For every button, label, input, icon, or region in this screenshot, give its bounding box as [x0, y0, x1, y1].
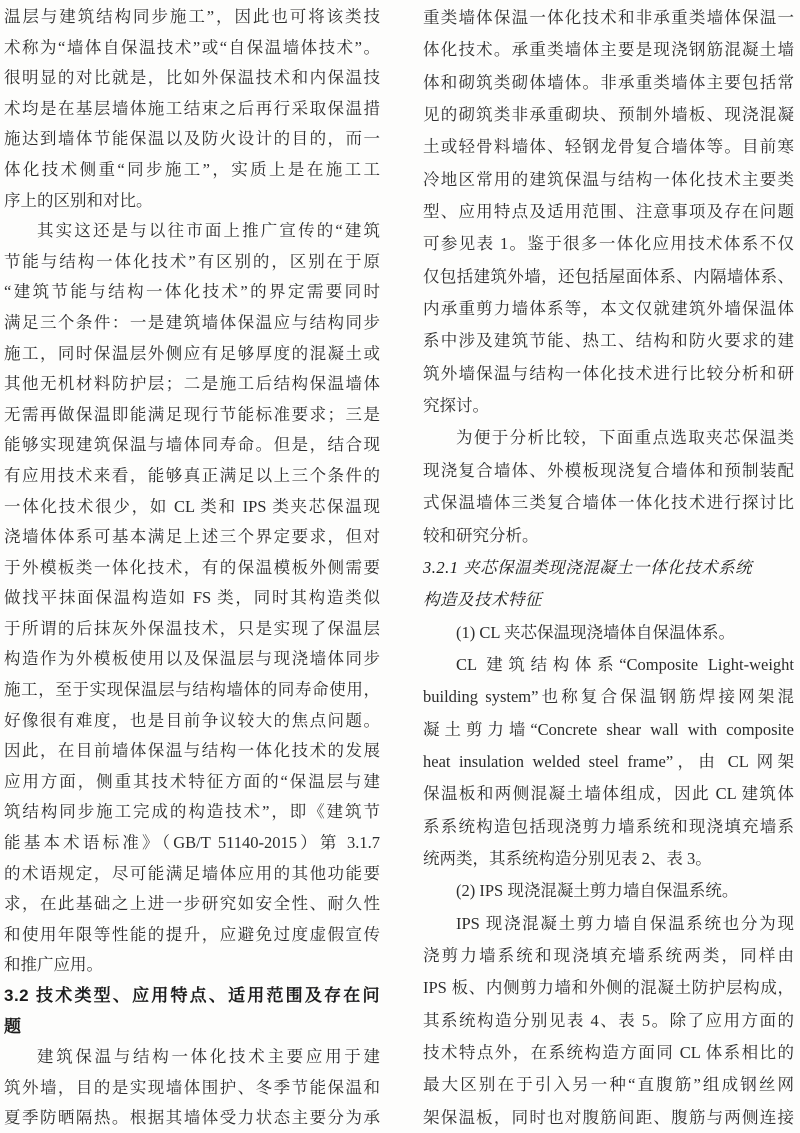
left-text-line-12: 施工，同时保温层外侧应有足够厚度的混凝土或 [4, 343, 380, 363]
column-right [423, 2, 794, 1133]
right-text-line-11: 系中涉及建筑节能、热工、结构和防火要求的建 [423, 331, 794, 351]
left-text-line-10: “建筑节能与结构一体化技术”的界定需要同时 [4, 282, 380, 302]
left-text-line-22: 构造作为外模板使用以及保温层与现浇墙体同步 [4, 649, 380, 669]
left-text-line-20: 做找平抹面保温构造如 FS 类，同时其构造类似 [4, 588, 380, 608]
left-text-line-2: 术称为“墙体自保温技术”或“自保温墙体技术”。 [4, 37, 380, 57]
right-text-line-35: 架保温板，同时也对腹筋间距、腹筋与两侧连接 [423, 1107, 794, 1127]
left-text-line-13: 其他无机材料防护层；二是施工后结构保温墙体 [4, 374, 380, 394]
right-text-line-16: 式保温墙体三类复合墙体一体化技术进行探讨比 [423, 493, 794, 513]
left-text-line-25: 因此，在目前墙体保温与结构一体化技术的发展 [4, 741, 380, 761]
right-text-line-5: 土或轻骨料墙体、轻钢龙骨复合墙体等。目前寒 [423, 137, 794, 157]
left-text-line-33-heading: 3.2 技术类型、应用特点、适用范围及存在问 [4, 986, 380, 1005]
right-text-line-13: 究探讨。 [423, 396, 489, 416]
right-text-line-15: 现浇复合墙体、外模板现浇复合墙体和预制装配 [423, 460, 794, 480]
right-text-line-4: 见的砌筑类非承重砌块、预制外墙板、现浇混凝 [423, 105, 794, 125]
left-text-line-3: 很明显的对比就是，比如外保温技术和内保温技 [4, 68, 380, 88]
left-text-line-36: 筑外墙，目的是实现墙体围护、冬季节能保温和 [4, 1077, 380, 1097]
right-text-line-12: 筑外墙保温与结构一体化技术进行比较分析和研 [423, 363, 794, 383]
left-text-line-1: 温层与建筑结构同步施工”，因此也可将该类技 [4, 7, 380, 26]
right-text-line-33: 技术特点外，在系统构造方面同 CL 体系相比的 [423, 1043, 794, 1062]
left-text-line-5: 施达到墙体节能保温以及防火设计的目的，而一 [4, 129, 380, 149]
right-text-line-17: 较和研究分析。 [423, 525, 539, 545]
right-text-line-23: 凝土剪力墙“Concrete shear wall with composite [423, 719, 794, 739]
left-text-line-31: 和使用年限等性能的提升，应避免过度虚假宣传 [4, 924, 380, 944]
right-text-line-8: 可参见表 1。鉴于很多一体化应用技术体系不仅 [423, 234, 794, 254]
right-text-line-34: 最大区别在于引入另一种“直腹筋”组成钢丝网 [423, 1075, 794, 1095]
right-text-line-20: (1) CL 夹芯保温现浇墙体自保温体系。 [456, 622, 735, 642]
left-text-line-8: 其实这还是与以往市面上推广宣传的“建筑 [37, 221, 380, 241]
right-text-line-14: 为便于分析比较，下面重点选取夹芯保温类 [456, 428, 794, 448]
right-text-line-31: IPS 板、内侧剪力墙和外侧的混凝土防护层构成， [423, 978, 794, 998]
right-text-line-18-heading: 3.2.1 夹芯保温类现浇混凝土一体化技术系统 [423, 557, 753, 577]
right-text-line-25: 保温板和两侧混凝土墙体组成，因此 CL 建筑体 [423, 784, 794, 804]
right-text-line-7: 型、应用特点及适用范围、注意事项及存在问题 [423, 202, 794, 222]
right-text-line-27: 统两类，其系统构造分别见表 2、表 3。 [423, 848, 712, 868]
right-text-line-19-heading: 构造及技术特征 [423, 590, 542, 610]
left-text-line-7: 序上的区别和对比。 [4, 190, 153, 210]
right-text-line-1: 重类墙体保温一体化技术和非承重类墙体保温一 [423, 8, 794, 27]
left-text-line-26: 应用方面，侧重其技术特征方面的“保温层与建 [4, 771, 380, 791]
left-text-line-21: 于所谓的后抹灰外保温技术，只是实现了保温层 [4, 618, 380, 638]
left-text-line-17: 一体化技术很少，如 CL 类和 IPS 类夹芯保温现 [4, 496, 380, 516]
left-text-line-34-heading: 题 [4, 1016, 22, 1036]
left-text-line-30: 求，在此基础之上进一步研究如安全性、耐久性 [4, 894, 380, 914]
left-text-line-27: 筑结构同步施工完成的构造技术”，即《建筑节 [4, 802, 380, 822]
left-text-line-9: 节能与结构一体化技术”有区别的，区别在于原 [4, 251, 380, 271]
right-text-line-24: heat insulation welded steel frame”，由 CL 网架 [423, 751, 794, 771]
left-text-line-24: 好像很有难度，也是目前争议较大的焦点问题。 [4, 710, 380, 730]
left-text-line-32: 和推广应用。 [4, 955, 103, 975]
left-text-line-11: 满足三个条件：一是建筑墙体保温应与结构同步 [4, 312, 380, 332]
left-text-line-23: 施工，至于实现保温层与结构墙体的同寿命使用， [4, 680, 380, 700]
left-text-line-4: 术均是在基层墙体施工结束之后再行采取保温措 [4, 98, 380, 118]
right-text-line-22: building system”也称复合保温钢筋焊接网架混 [423, 687, 794, 707]
right-text-line-21: CL 建筑结构体系“Composite Light-weight [456, 654, 794, 674]
left-text-line-28: 能基本术语标准》（GB/T 51140-2015）第 3.1.7 [4, 833, 380, 853]
left-text-line-15: 能够实现建筑保温与墙体同寿命。但是，结合现 [4, 435, 380, 455]
right-text-line-26: 系系统构造包括现浇剪力墙系统和现浇填充墙系 [423, 816, 794, 836]
right-text-line-9: 仅包括建筑外墙，还包括屋面体系、内隔墙体系、 [423, 266, 794, 286]
left-text-line-18: 浇墙体体系可基本满足上述三个界定要求，但对 [4, 527, 380, 547]
left-text-line-16: 有应用技术来看，能够真正满足以上三个条件的 [4, 465, 380, 485]
right-text-line-2: 体化技术。承重类墙体主要是现浇钢筋混凝土墙 [423, 40, 794, 60]
left-text-line-29: 的术语规定，尽可能满足墙体应用的其他功能要 [4, 863, 380, 883]
right-text-line-29: IPS 现浇混凝土剪力墙自保温系统也分为现 [456, 913, 794, 933]
left-text-line-35: 建筑保温与结构一体化技术主要应用于建 [37, 1047, 380, 1067]
left-text-line-37: 夏季防晒隔热。根据其墙体受力状态主要分为承 [4, 1108, 380, 1128]
right-text-line-32: 其系统构造分别见表 4、表 5。除了应用方面的 [423, 1010, 794, 1030]
right-text-line-6: 冷地区常用的建筑保温与结构一体化技术主要类 [423, 169, 794, 189]
left-text-line-6: 体化技术侧重“同步施工”，实质上是在施工工 [4, 159, 380, 179]
right-text-line-10: 内承重剪力墙体系等，本文仅就建筑外墙保温体 [423, 299, 794, 319]
right-text-line-30: 浇剪力墙系统和现浇填充墙系统两类，同样由 [423, 945, 794, 965]
column-left [4, 2, 380, 1133]
right-text-line-3: 体和砌筑类砌体墙体。非承重类墙体主要包括常 [423, 72, 794, 92]
right-text-line-28: (2) IPS 现浇混凝土剪力墙自保温系统。 [456, 881, 739, 901]
left-text-line-19: 于外模板类一体化技术，有的保温模板外侧需要 [4, 557, 380, 577]
left-text-line-14: 无需再做保温即能满足现行节能标准要求；三是 [4, 404, 380, 424]
